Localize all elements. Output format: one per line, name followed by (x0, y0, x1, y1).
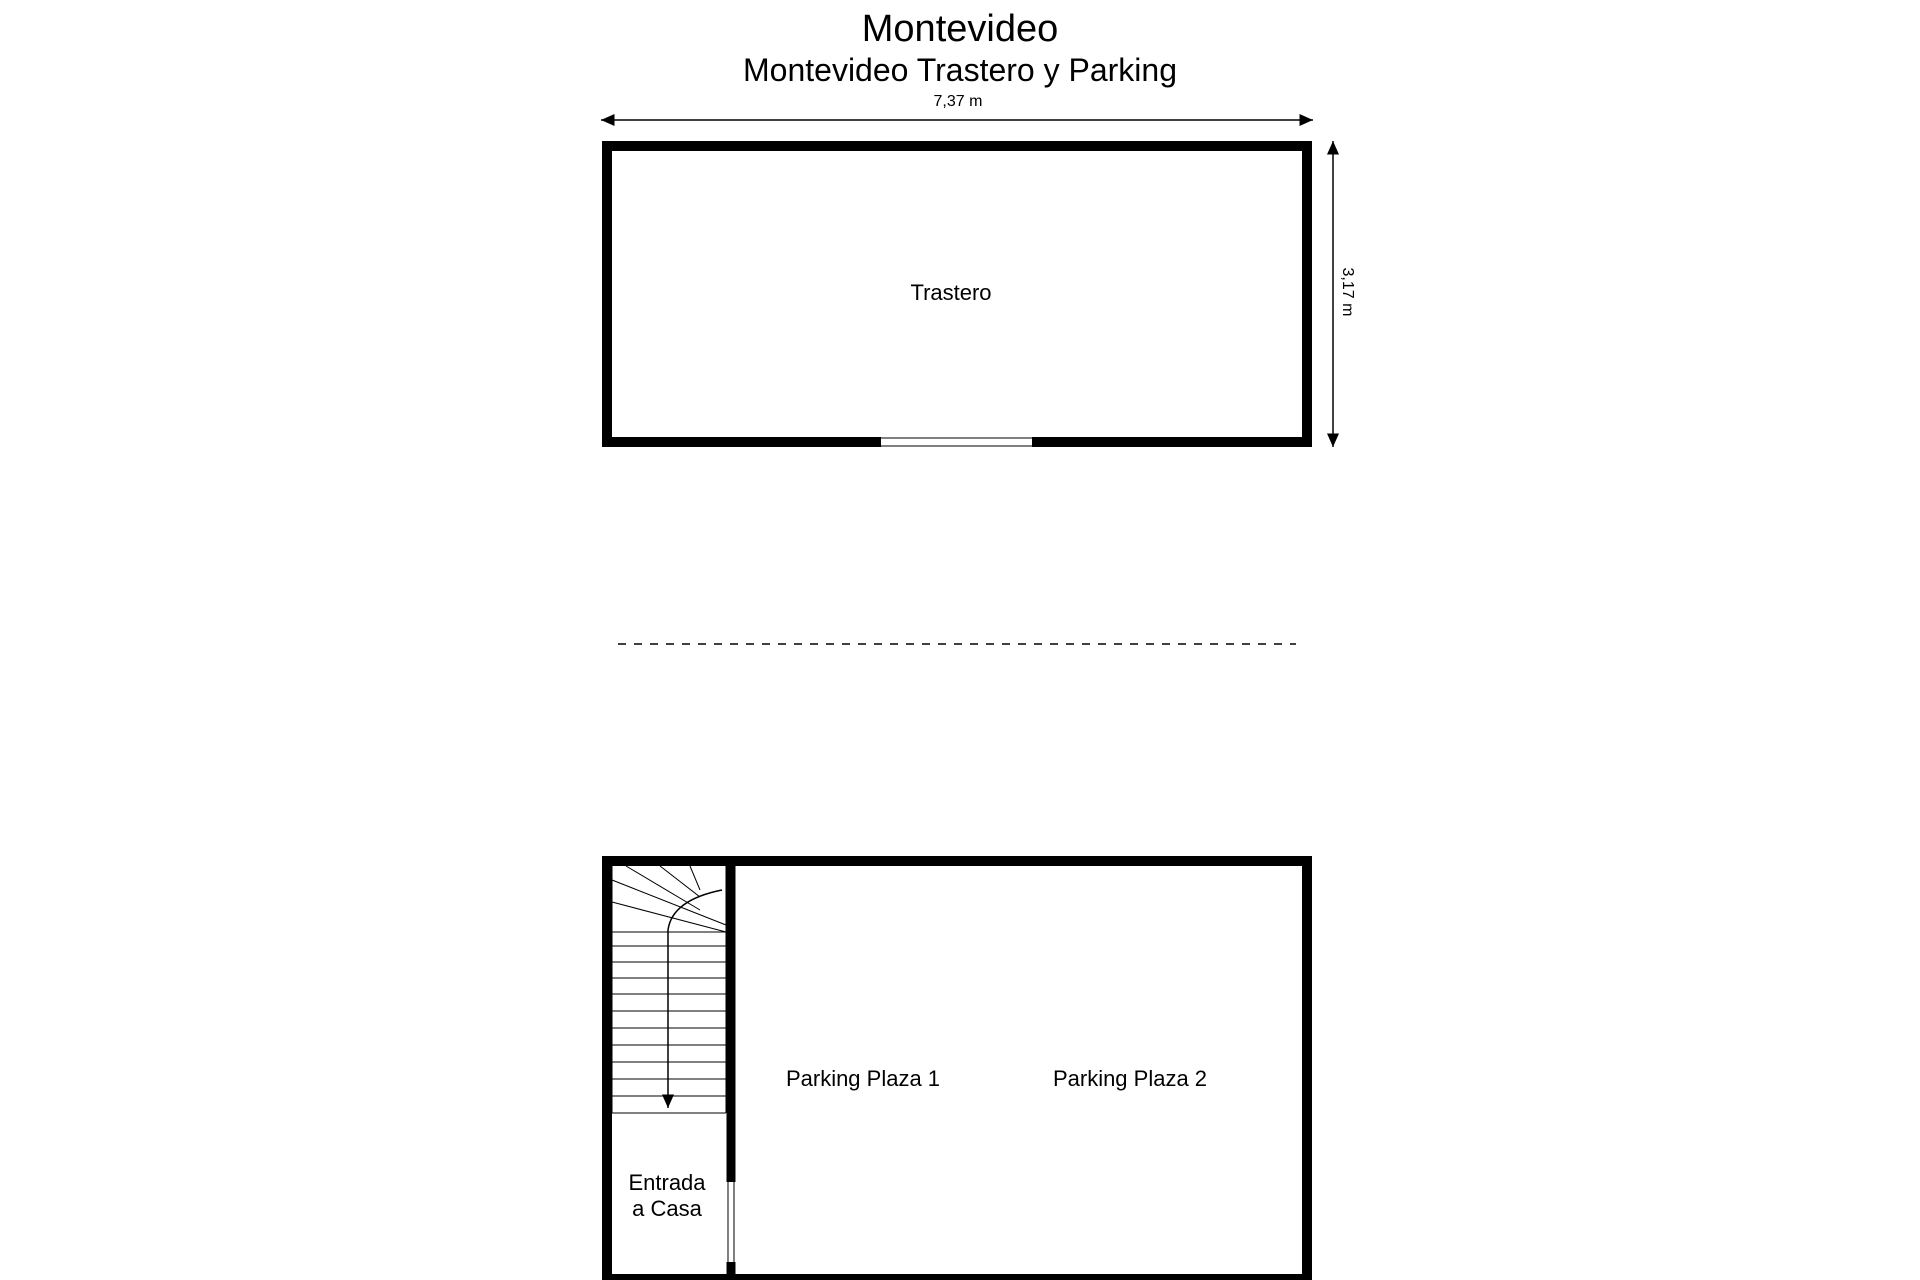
width-dimension-label: 7,37 m (933, 93, 983, 110)
entrance-label-line1: Entrada (628, 1170, 706, 1195)
storage-door (880, 437, 1033, 447)
storage-room-label: Trastero (910, 280, 992, 305)
plan-subtitle: Montevideo Trastero y Parking (743, 52, 1177, 88)
plan-title: Montevideo (861, 8, 1059, 50)
stair-partition-wall (728, 861, 734, 1279)
parking-space-1-label: Parking Plaza 1 (785, 1066, 941, 1091)
entrance-label-line2: a Casa (632, 1196, 702, 1221)
height-dimension-label: 3,17 m (1339, 267, 1356, 317)
parking-space-2-label: Parking Plaza 2 (1052, 1066, 1208, 1091)
staircase (612, 866, 726, 1113)
